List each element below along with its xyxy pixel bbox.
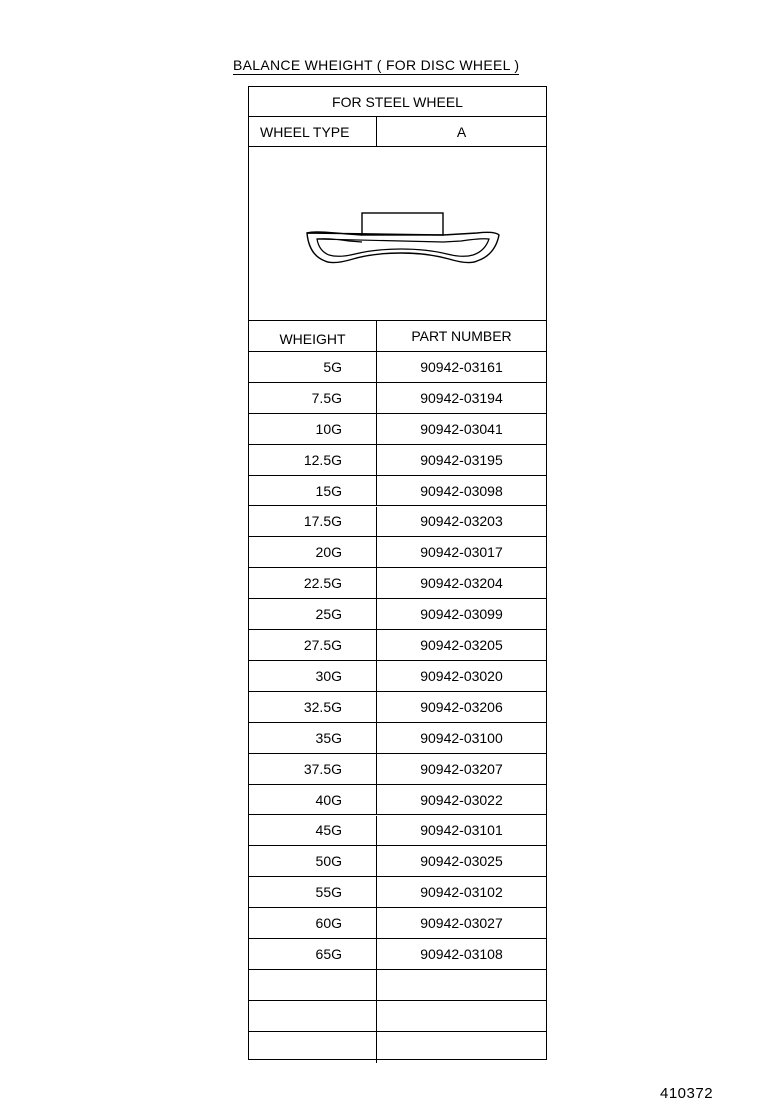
table-row: [249, 599, 546, 630]
column-header-weight: WHEIGHT: [249, 321, 377, 351]
table-row: [249, 476, 546, 507]
weight-cell: 10G: [249, 414, 377, 444]
weight-cell: 32.5G: [249, 692, 377, 722]
table-row: [249, 630, 546, 661]
part-number-cell: 90942-03101: [420, 822, 503, 839]
part-number-cell: 90942-03161: [420, 358, 503, 375]
part-number-cell: 90942-03203: [420, 513, 503, 530]
weight-cell: 40G: [249, 785, 377, 815]
weight-cell: 65G: [249, 939, 377, 969]
section-header: FOR STEEL WHEEL: [332, 93, 463, 110]
table-row: [249, 723, 546, 754]
weight-cell: 27.5G: [249, 630, 377, 660]
wheel-type-row: [249, 117, 546, 147]
weight-cell: 45G: [249, 816, 377, 846]
weight-cell: 35G: [249, 723, 377, 753]
weight-cell: 17.5G: [249, 507, 377, 537]
table-row: [249, 1001, 546, 1032]
part-number-cell: 90942-03098: [420, 482, 503, 499]
part-number-cell: 90942-03041: [420, 420, 503, 437]
weight-cell: 12.5G: [249, 445, 377, 475]
part-number-cell: 90942-03195: [420, 451, 503, 468]
page-title: BALANCE WHEIGHT ( FOR DISC WHEEL ): [233, 57, 520, 73]
part-number-cell: 90942-03194: [420, 389, 503, 406]
weight-cell: 25G: [249, 599, 377, 629]
wheel-type-label: WHEEL TYPE: [249, 117, 377, 146]
weight-cell: 5G: [249, 352, 377, 382]
table-row: [249, 352, 546, 383]
part-number-cell: 90942-03027: [420, 915, 503, 932]
table-row: [249, 908, 546, 939]
weight-cell: 60G: [249, 908, 377, 938]
table-row: [249, 1032, 546, 1063]
table-row: [249, 816, 546, 847]
section-header-row: [249, 87, 546, 117]
part-number-cell: [377, 970, 546, 1000]
wheel-type-value: A: [456, 123, 467, 140]
table-row: [249, 383, 546, 414]
weight-cell: 55G: [249, 877, 377, 907]
part-number-cell: 90942-03206: [420, 698, 503, 715]
table-row: [249, 754, 546, 785]
figure-code: 410372: [660, 1085, 714, 1102]
part-number-cell: 90942-03108: [420, 946, 503, 963]
weight-cell: [249, 1032, 377, 1063]
table-row: [249, 877, 546, 908]
part-number-cell: 90942-03099: [420, 606, 503, 623]
weight-cell: [249, 970, 377, 1000]
balance-weight-icon: [249, 147, 545, 319]
part-number-cell: 90942-03025: [420, 853, 503, 870]
weight-cell: 22.5G: [249, 568, 377, 598]
part-number-cell: 90942-03102: [420, 884, 503, 901]
table-row: [249, 939, 546, 970]
part-number-cell: 90942-03207: [420, 760, 503, 777]
weight-cell: 37.5G: [249, 754, 377, 784]
table-row: [249, 537, 546, 568]
weight-cell: 20G: [249, 537, 377, 567]
parts-table: [248, 86, 547, 1060]
table-row: [249, 568, 546, 599]
part-number-cell: 90942-03205: [420, 637, 503, 654]
part-number-cell: 90942-03204: [420, 575, 503, 592]
part-number-cell: [377, 1032, 546, 1063]
part-number-cell: 90942-03020: [420, 667, 503, 684]
table-row: [249, 785, 546, 816]
weight-cell: 30G: [249, 661, 377, 691]
part-number-cell: 90942-03022: [420, 791, 503, 808]
weight-cell: 15G: [249, 476, 377, 506]
table-row: [249, 507, 546, 538]
table-row: [249, 445, 546, 476]
table-row: [249, 970, 546, 1001]
column-header-part-number: PART NUMBER: [411, 328, 512, 344]
weight-cell: [249, 1001, 377, 1031]
table-row: [249, 692, 546, 723]
table-row: [249, 846, 546, 877]
part-number-cell: 90942-03017: [420, 544, 503, 561]
weight-cell: 7.5G: [249, 383, 377, 413]
table-row: [249, 661, 546, 692]
column-header-row: [249, 321, 546, 352]
part-number-cell: 90942-03100: [420, 729, 503, 746]
part-number-cell: [377, 1001, 546, 1031]
weight-cell: 50G: [249, 846, 377, 876]
table-row: [249, 414, 546, 445]
weight-illustration: [249, 147, 546, 321]
